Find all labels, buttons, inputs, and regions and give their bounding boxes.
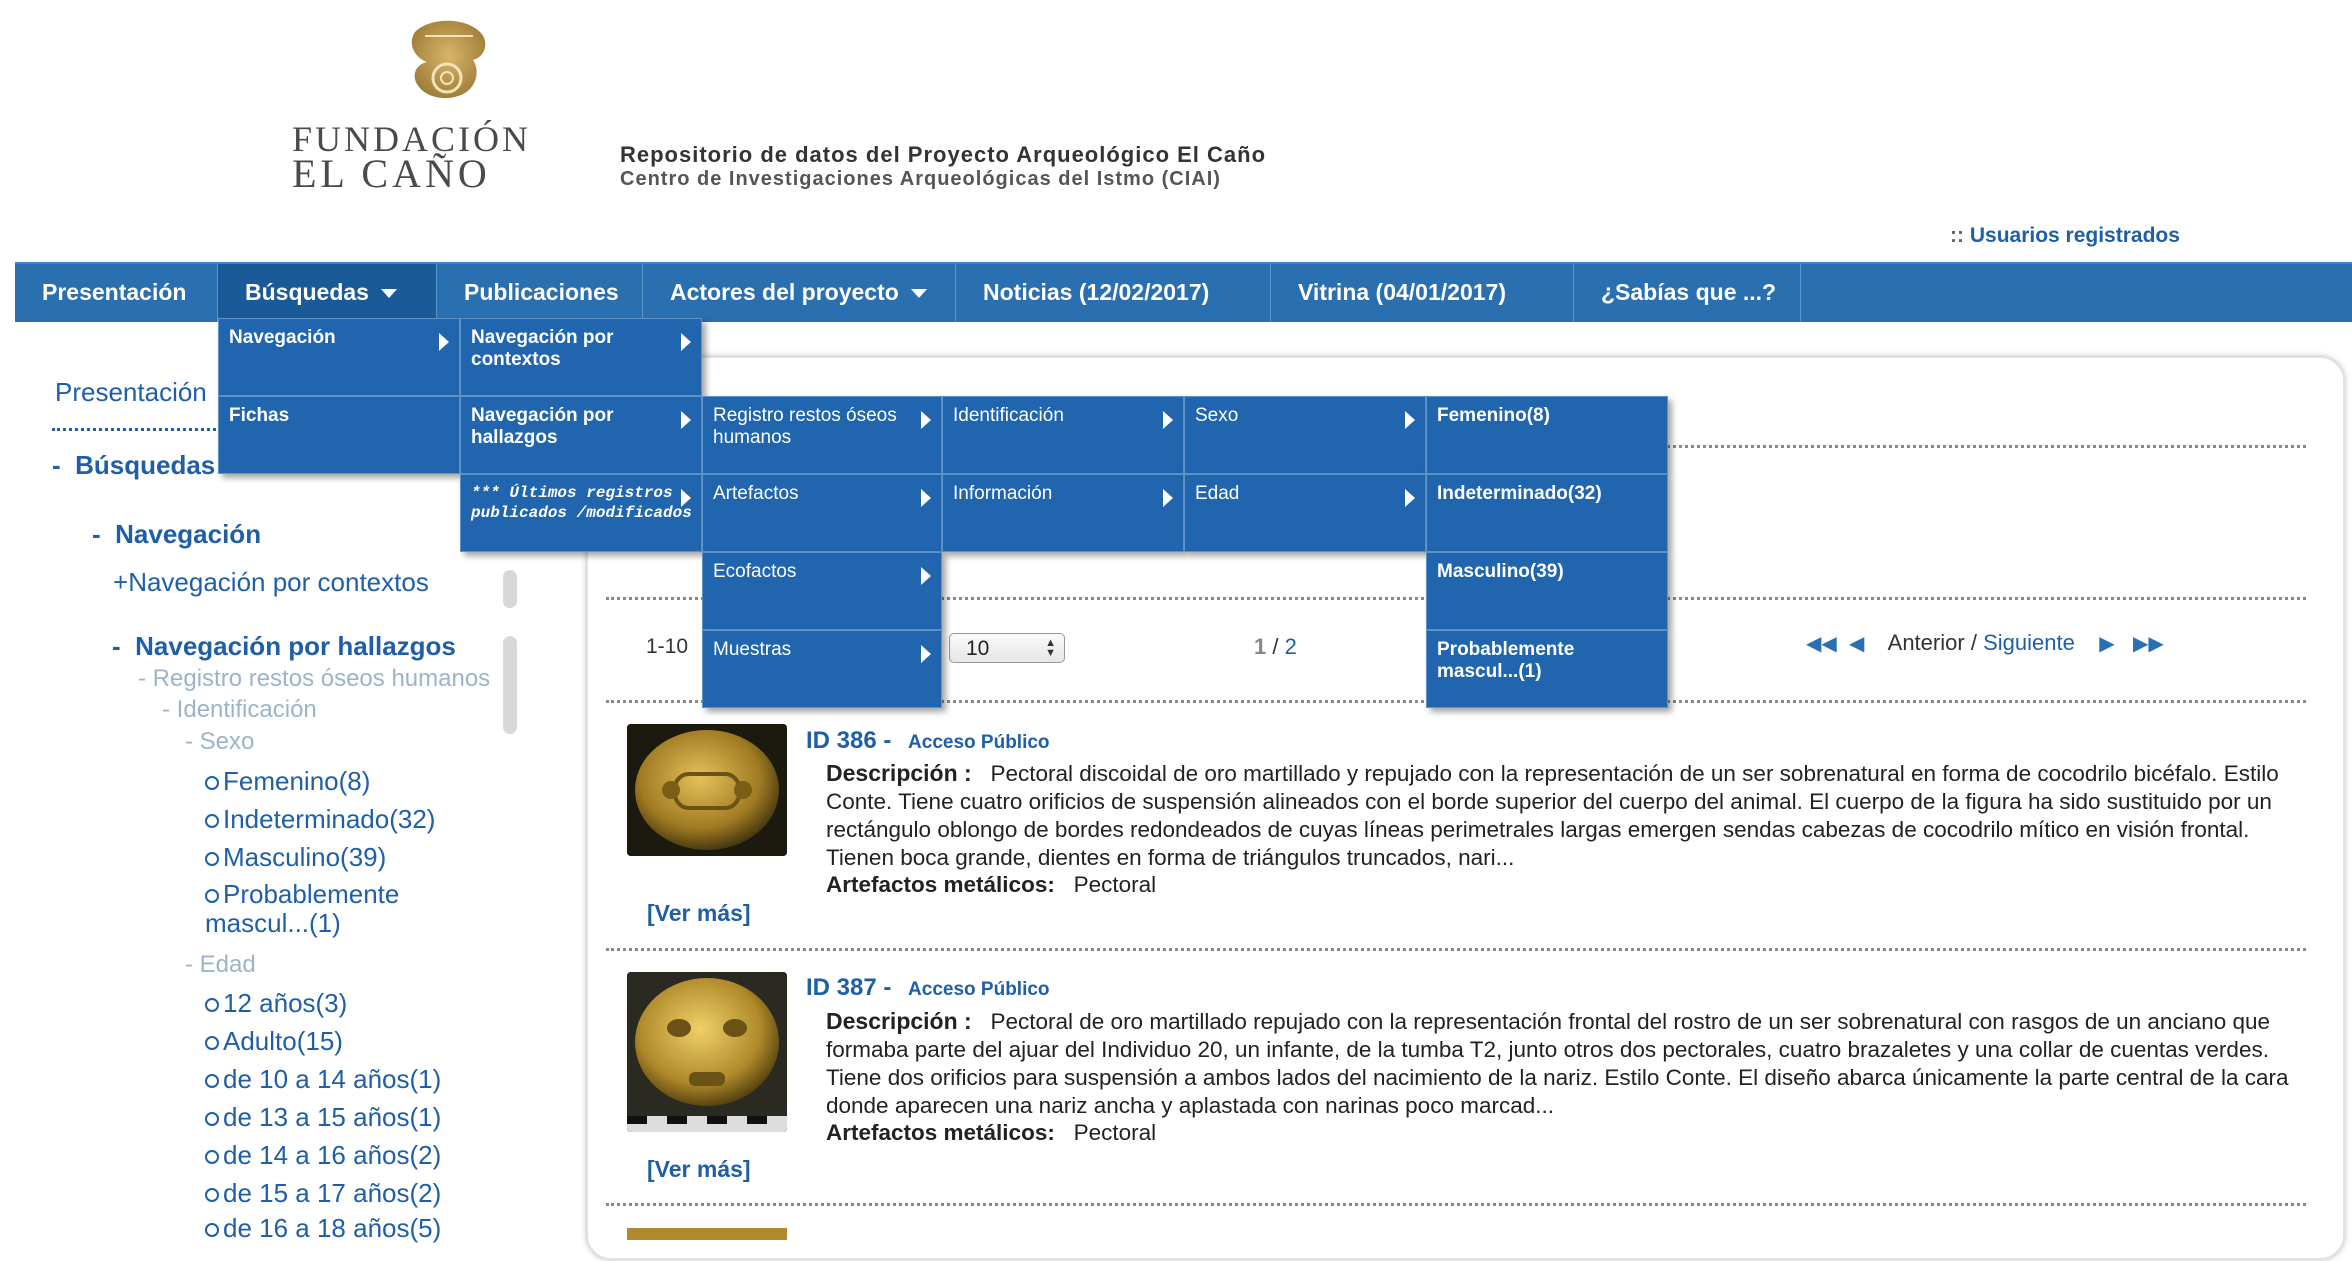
sidebar-label: Navegación por hallazgos: [135, 631, 456, 661]
nav-label: ¿Sabías que ...?: [1601, 279, 1777, 305]
nav-noticias[interactable]: [956, 264, 1271, 322]
prev-page-icon[interactable]: ◀: [1849, 633, 1865, 655]
artifact-label: Artefactos metálicos:: [826, 872, 1055, 897]
ver-mas-link[interactable]: [Ver más]: [647, 1156, 751, 1182]
sidebar-nav-contextos[interactable]: [113, 567, 429, 598]
record-id[interactable]: [806, 727, 1050, 755]
record-thumbnail[interactable]: [627, 1228, 787, 1240]
bullet-icon: [205, 1150, 219, 1164]
nav-presentacion[interactable]: [15, 264, 218, 322]
prev-label[interactable]: Anterior: [1887, 630, 1965, 655]
chevron-right-icon: [1163, 489, 1173, 507]
logo-emblem: [385, 12, 505, 112]
menu-label: Indeterminado(32): [1437, 483, 1602, 504]
chevron-right-icon: [921, 411, 931, 429]
bullet-icon: [205, 852, 219, 866]
menu-ultimos-registros[interactable]: [460, 474, 702, 552]
sidebar-sexo-item[interactable]: [205, 842, 386, 873]
chevron-right-icon: [439, 333, 449, 351]
artifact-value: Pectoral: [1073, 1120, 1157, 1145]
nav-vitrina[interactable]: [1271, 264, 1574, 322]
page-indicator: [1254, 634, 1297, 660]
collapse-icon: -: [52, 450, 61, 480]
menu-nav-hallazgos[interactable]: [460, 396, 702, 474]
collapse-icon: -: [162, 696, 170, 723]
artifact-value: Pectoral: [1073, 872, 1157, 897]
sidebar-label: Sexo: [199, 728, 255, 755]
menu-ecofactos[interactable]: [702, 552, 942, 630]
nav-busquedas[interactable]: [218, 264, 437, 322]
menu-label: Artefactos: [713, 483, 799, 504]
bullet-icon: [205, 1188, 219, 1202]
sidebar-restos[interactable]: [138, 665, 490, 693]
bullet-icon: [205, 1036, 219, 1050]
sidebar-label: Masculino(39): [223, 842, 387, 872]
sidebar-label: Navegación por contextos: [128, 567, 429, 597]
sidebar-busquedas[interactable]: [52, 450, 215, 481]
page-size-select[interactable]: [949, 633, 1065, 663]
menu-indeterminado[interactable]: [1426, 474, 1668, 552]
sidebar-sexo-item[interactable]: [205, 880, 455, 938]
menu-sexo[interactable]: [1184, 396, 1426, 474]
sidebar-identificacion[interactable]: [162, 696, 317, 724]
nav-label: Noticias (12/02/2017): [983, 279, 1210, 305]
sidebar-edad[interactable]: [185, 951, 256, 979]
artifact-label: Artefactos metálicos:: [826, 1120, 1055, 1145]
sidebar-scrollbar-thumb[interactable]: [503, 636, 517, 734]
pagination-range: 1-10: [646, 635, 689, 658]
sidebar-edad-item[interactable]: [205, 1178, 441, 1209]
menu-label: *** Últimos registros publicados /modificados: [471, 484, 692, 522]
sidebar-label: Edad: [199, 951, 256, 978]
nav-actores[interactable]: [643, 264, 956, 322]
menu-label: Información: [953, 483, 1053, 504]
menu-edad[interactable]: [1184, 474, 1426, 552]
sidebar-sexo[interactable]: [185, 728, 254, 756]
sidebar-label: Búsquedas: [75, 450, 216, 480]
sidebar-divider: [52, 428, 222, 431]
last-page-icon[interactable]: ▶▶: [2133, 633, 2164, 655]
next-page-icon[interactable]: ▶: [2099, 633, 2115, 655]
record-thumbnail[interactable]: [627, 972, 787, 1132]
brand-line2: EL CAÑO: [292, 151, 491, 196]
sidebar-label: Probablemente mascul...(1): [205, 879, 400, 938]
sidebar-label: Femenino(8): [223, 766, 371, 796]
sidebar-label: Navegación: [115, 519, 262, 549]
page-separator: /: [1272, 634, 1279, 659]
menu-fichas[interactable]: [218, 396, 460, 474]
sidebar-label: Indeterminado(32): [223, 804, 436, 834]
menu-label: Sexo: [1195, 405, 1239, 426]
nav-label: Actores del proyecto: [670, 279, 899, 305]
access-badge: Acceso Público: [908, 979, 1050, 1000]
chevron-down-icon: [911, 289, 927, 298]
access-badge: Acceso Público: [908, 732, 1050, 753]
menu-label: Femenino(8): [1437, 405, 1550, 426]
record-artifact: [826, 872, 1156, 898]
desc-text: Pectoral de oro martillado repujado con la representación frontal del rostro de un ser sobrenatural con rasgos de un anciano que formaba parte del ajuar del Individuo 20, un infante, de la tumba T2, junto otros dos pectorales, cuatro brazaletes y una collar de cuentas verdes. Tiene dos orificios para suspensión a ambos lados del nacimiento de la nariz. Estilo Conte. El diseño abarca únicamente la parte central de la cara donde aparecen una nariz ancha y aplastada con narinas poco marcad...: [826, 1009, 2289, 1118]
next-label[interactable]: Siguiente: [1983, 630, 2075, 655]
users-area: [1950, 224, 2180, 248]
nav-label: Presentación: [42, 279, 187, 305]
collapse-icon: -: [112, 631, 121, 661]
chevron-right-icon: [1405, 411, 1415, 429]
nav-sabias[interactable]: [1574, 264, 1801, 322]
page-size-value: 10: [966, 637, 990, 660]
nav-label: Vitrina (04/01/2017): [1298, 279, 1506, 305]
bullet-icon: [205, 998, 219, 1012]
record-thumbnail[interactable]: [627, 724, 787, 856]
menu-masculino[interactable]: [1426, 552, 1668, 630]
chevron-right-icon: [681, 489, 691, 507]
sidebar-edad-item[interactable]: [205, 1026, 343, 1057]
menu-probablemente[interactable]: [1426, 630, 1668, 708]
sidebar-label: Adulto(15): [223, 1026, 343, 1056]
bullet-icon: [205, 814, 219, 828]
sidebar-edad-item[interactable]: [205, 1140, 441, 1171]
menu-label: Fichas: [229, 405, 290, 426]
desc-text: Pectoral discoidal de oro martillado y repujado con la representación de un ser sobrenatural en forma de cocodrilo bicéfalo. Estilo Conte. Tiene cuatro orificios de suspensión alineados con el borde superior del cuerpo del animal. El cuerpo de la figura ha sido sustituido por un rectángulo oblongo de bordes redondeados de cuyas líneas perimetrales largas emergen sendas cabezas de cocodrilo mítico en visión frontal. Tienen boca grande, dientes en forma de triángulos truncados, nari...: [826, 761, 2279, 870]
chevron-right-icon: [1163, 411, 1173, 429]
menu-informacion[interactable]: [942, 474, 1184, 552]
sidebar-sexo-item[interactable]: [205, 804, 435, 835]
registered-users-link[interactable]: Usuarios registrados: [1969, 224, 2180, 247]
menu-navegacion[interactable]: [218, 318, 460, 396]
sidebar-nav-hallazgos[interactable]: [112, 631, 456, 662]
sidebar-label: de 10 a 14 años(1): [223, 1064, 442, 1094]
sidebar-label: de 15 a 17 años(2): [223, 1178, 442, 1208]
record-id[interactable]: [806, 974, 1050, 1002]
desc-label: Descripción :: [826, 760, 972, 786]
sidebar-label: de 14 a 16 años(2): [223, 1140, 442, 1170]
collapse-icon: -: [185, 951, 193, 978]
sidebar-edad-item[interactable]: [205, 1213, 441, 1244]
pager-nav: [1806, 630, 2164, 656]
page-link-2[interactable]: 2: [1284, 634, 1297, 659]
menu-label: Probablemente mascul...(1): [1437, 639, 1575, 682]
collapse-icon: -: [92, 519, 101, 549]
chevron-updown-icon: ▲ ▼: [1045, 637, 1056, 659]
sidebar-scrollbar-thumb[interactable]: [503, 570, 517, 608]
sidebar-presentacion[interactable]: Presentación: [55, 377, 207, 407]
divider: [606, 1203, 2306, 1206]
sidebar-edad-item[interactable]: [205, 1102, 441, 1133]
nav-publicaciones[interactable]: [437, 264, 643, 322]
sidebar-sexo-item[interactable]: [205, 766, 370, 797]
nav-label: Publicaciones: [464, 279, 619, 305]
first-page-icon[interactable]: ◀◀: [1806, 633, 1837, 655]
repo-subtitle: Centro de Investigaciones Arqueológicas del Istmo (CIAI): [620, 168, 1221, 190]
chevron-right-icon: [681, 333, 691, 351]
menu-label: Registro restos óseos humanos: [713, 405, 897, 448]
bullet-icon: [205, 1223, 219, 1237]
menu-nav-contextos[interactable]: [460, 318, 702, 396]
menu-label: Masculino(39): [1437, 561, 1564, 582]
menu-label: Navegación: [229, 327, 336, 348]
menu-muestras[interactable]: [702, 630, 942, 708]
sidebar-edad-item[interactable]: [205, 1064, 441, 1095]
nav-label: Búsquedas: [245, 279, 369, 305]
users-prefix: ::: [1950, 224, 1964, 247]
sidebar-label: Identificación: [176, 696, 317, 723]
bullet-icon: [205, 1074, 219, 1088]
sidebar-label: 12 años(3): [223, 988, 348, 1018]
collapse-icon: -: [138, 665, 146, 692]
repo-title: Repositorio de datos del Proyecto Arqueológico El Caño: [620, 142, 1267, 167]
chevron-right-icon: [921, 489, 931, 507]
desc-label: Descripción :: [826, 1008, 972, 1034]
pager-slash: /: [1970, 630, 1977, 655]
menu-label: Muestras: [713, 639, 792, 660]
record-description: [826, 1007, 2316, 1120]
record-description: [826, 759, 2316, 872]
menu-restos-oseos[interactable]: [702, 396, 942, 474]
record-id-text: ID 386 -: [806, 727, 892, 754]
bullet-icon: [205, 776, 219, 790]
sidebar-navegacion[interactable]: [92, 519, 261, 550]
sidebar-label: Registro restos óseos humanos: [152, 665, 491, 692]
sidebar-label: de 16 a 18 años(5): [223, 1213, 442, 1243]
chevron-right-icon: [921, 645, 931, 663]
menu-femenino[interactable]: [1426, 396, 1668, 474]
ver-mas-link[interactable]: [Ver más]: [647, 900, 751, 926]
sidebar-edad-item[interactable]: [205, 988, 347, 1019]
menu-label: Identificación: [953, 405, 1064, 426]
menu-label: Navegación por hallazgos: [471, 405, 614, 448]
divider: [606, 948, 2306, 951]
current-page: 1: [1254, 634, 1267, 659]
bullet-icon: [205, 1112, 219, 1126]
brand-line1: FUNDACIÓN: [292, 119, 532, 159]
chevron-right-icon: [921, 567, 931, 585]
expand-icon: +: [113, 567, 129, 597]
record-id-text: ID 387 -: [806, 974, 892, 1001]
chevron-down-icon: [381, 289, 397, 298]
menu-label: Ecofactos: [713, 561, 797, 582]
collapse-icon: -: [185, 728, 193, 755]
bullet-icon: [205, 889, 219, 903]
sidebar-label: de 13 a 15 años(1): [223, 1102, 442, 1132]
menu-label: Navegación por contextos: [471, 327, 614, 370]
main-navbar: [15, 262, 2352, 322]
chevron-right-icon: [1405, 489, 1415, 507]
chevron-right-icon: [681, 411, 691, 429]
menu-label: Edad: [1195, 483, 1240, 504]
menu-artefactos[interactable]: [702, 474, 942, 552]
menu-identificacion[interactable]: [942, 396, 1184, 474]
record-artifact: [826, 1120, 1156, 1146]
